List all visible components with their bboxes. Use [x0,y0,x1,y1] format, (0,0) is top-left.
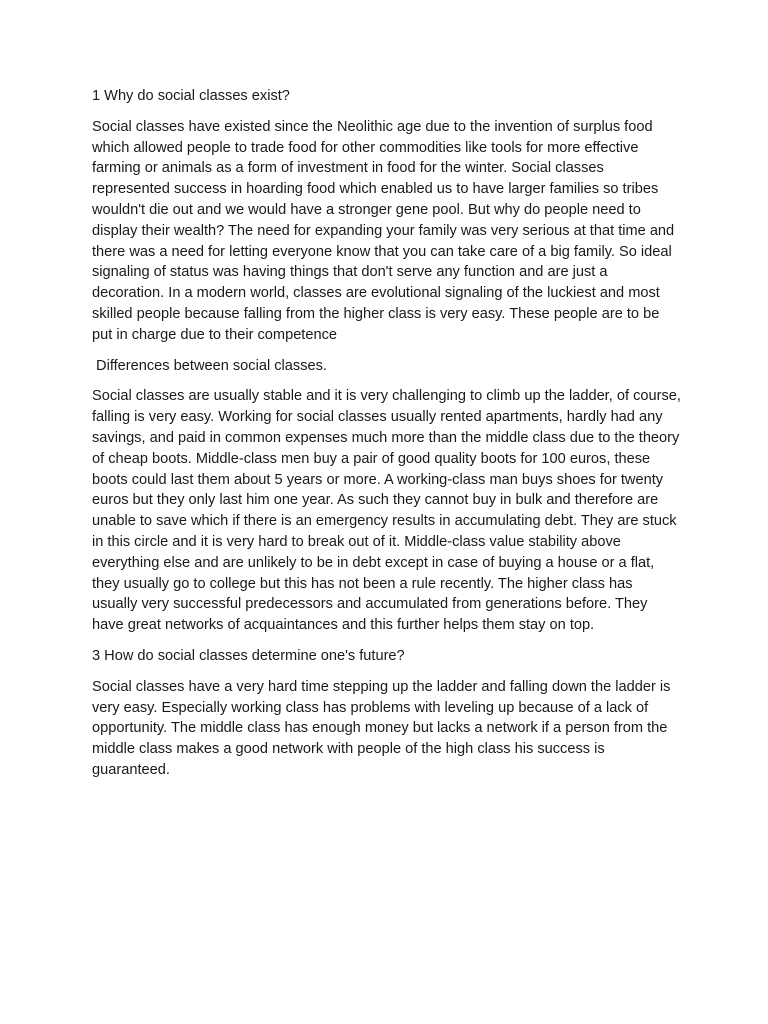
section-heading-2: Differences between social classes. [92,357,327,374]
section-body-1: Social classes have existed since the Neolithic age due to the invention of surplus food which allowed people to trade food for other commodities like tools for more effective farming or animals as a form of investment in food for the winter. Social classes represented success in hoarding food which enabled us to have larger families so tribes wouldn't die out and we would have a stronger gene pool. But why do people need to display their wealth? The need for expanding your family was very serious at that time and there was a need for letting everyone know that you can take care of a big family. So ideal signaling of status was having things that don't serve any function and are just a decoration. In a modern world, classes are evolutional signaling of the luckiest and most skilled people because falling from the higher class is very easy. These people are to be put in charge due to their competence [92,118,675,343]
section-body-3: Social classes have a very hard time stepping up the ladder and falling down the ladder is very easy. Especially working class has problems with leveling up because of a lack of opportunity. The middle class has enough money but lacks a network if a person from the middle class makes a good network with people of the high class his success is guaranteed. [92,678,671,778]
section-body-2: Social classes are usually stable and it is very challenging to climb up the ladder, of course, falling is very easy. Working for social classes usually rented apartments, hardly had any savings, and paid in common expenses much more than the middle class due to the theory of cheap boots. Middle-class men buy a pair of good quality boots for 100 euros, these boots could last them about 5 years or more. A working-class man buys shoes for twenty euros but they only last him one year. As such they cannot buy in bulk and therefore are unable to save which if there is an emergency results in accumulating debt. They are stuck in this circle and it is very hard to break out of it. Middle-class value stability above everything else and are unlikely to be in debt except in case of buying a house or a flat, they usually go to college but this has not been a rule recently. The higher class has usually very successful predecessors and accumulated from generations before. They have great networks of acquaintances and this further helps them stay on top. [92,388,681,634]
document-content [92,86,682,791]
section-heading-3: 3 How do social classes determine one's future? [92,647,405,664]
section-heading-1: 1 Why do social classes exist? [92,88,290,104]
